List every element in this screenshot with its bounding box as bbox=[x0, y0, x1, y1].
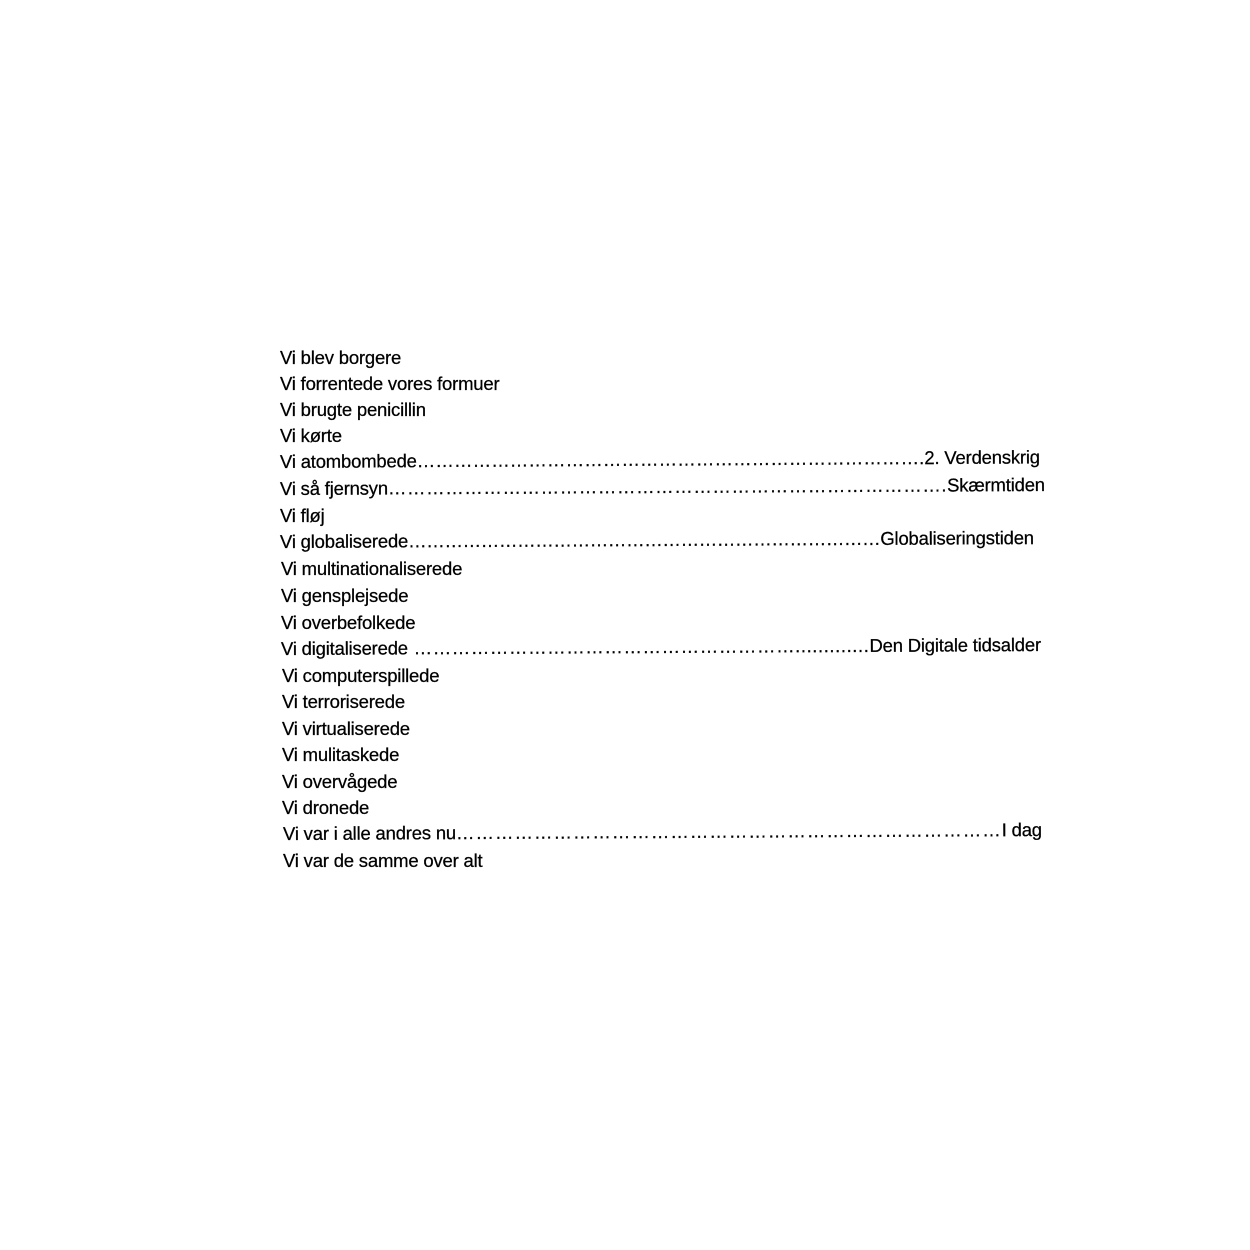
dot-leader: ………………………………………………………………………. bbox=[416, 447, 925, 472]
poem-line bbox=[282, 743, 399, 767]
poem-line bbox=[283, 818, 1042, 846]
line-text: Vi var de samme over alt bbox=[283, 850, 483, 871]
line-text: Vi gensplejsede bbox=[281, 585, 409, 606]
line-text: Vi så fjernsyn bbox=[279, 477, 388, 499]
poem-line bbox=[280, 398, 426, 422]
line-text: Vi dronede bbox=[282, 797, 370, 818]
poem-line bbox=[282, 717, 410, 741]
poem-line bbox=[281, 633, 1041, 661]
line-text: Vi blev borgere bbox=[280, 347, 402, 368]
poem-line bbox=[280, 526, 1034, 554]
poem-line bbox=[281, 557, 462, 581]
poem-line bbox=[282, 770, 397, 794]
dot-leader: ……………………………………………………………………………. bbox=[387, 474, 948, 499]
dot-leader: ……………………………………………………............. bbox=[407, 634, 870, 659]
line-text: Vi virtualiserede bbox=[282, 718, 410, 739]
line-text: Vi globaliserede bbox=[279, 530, 409, 552]
poem-line bbox=[280, 473, 1045, 501]
line-text: Vi fløj bbox=[280, 505, 325, 526]
poem-line bbox=[280, 346, 401, 370]
dot-leader: ………………………………………………………………………… bbox=[455, 819, 1002, 844]
poem-line bbox=[280, 504, 325, 528]
poem-line bbox=[282, 796, 369, 820]
era-label: Globaliseringstiden bbox=[880, 527, 1034, 549]
era-label: 2. Verdenskrig bbox=[924, 446, 1040, 469]
line-text: Vi overbefolkede bbox=[281, 612, 416, 633]
line-text: Vi overvågede bbox=[282, 771, 398, 792]
dot-leader: …………………………………………………………………… bbox=[408, 527, 881, 552]
line-text: Vi digitaliserede bbox=[280, 637, 408, 659]
era-label: Den Digitale tidsalder bbox=[869, 634, 1041, 656]
poem-line bbox=[280, 445, 1040, 474]
line-text: Vi terroriserede bbox=[282, 691, 405, 712]
poem-line bbox=[282, 690, 405, 714]
line-text: Vi brugte penicillin bbox=[280, 399, 426, 420]
line-text: Vi computerspillede bbox=[282, 665, 440, 686]
line-text: Vi atombombede bbox=[279, 450, 417, 472]
line-text: Vi mulitaskede bbox=[282, 744, 400, 765]
poem-line bbox=[281, 584, 408, 608]
poem-line bbox=[283, 849, 482, 873]
poem-line bbox=[281, 611, 415, 635]
line-text: Vi var i alle andres nu bbox=[282, 822, 457, 844]
line-text: Vi multinationaliserede bbox=[281, 558, 463, 579]
line-text: Vi kørte bbox=[280, 425, 342, 446]
poem-line bbox=[280, 372, 499, 396]
line-text: Vi forrentede vores formuer bbox=[280, 373, 500, 394]
era-label: Skærmtiden bbox=[947, 473, 1045, 496]
poem-line bbox=[280, 424, 342, 448]
poem-line bbox=[282, 664, 439, 688]
era-label: I dag bbox=[1001, 819, 1042, 841]
